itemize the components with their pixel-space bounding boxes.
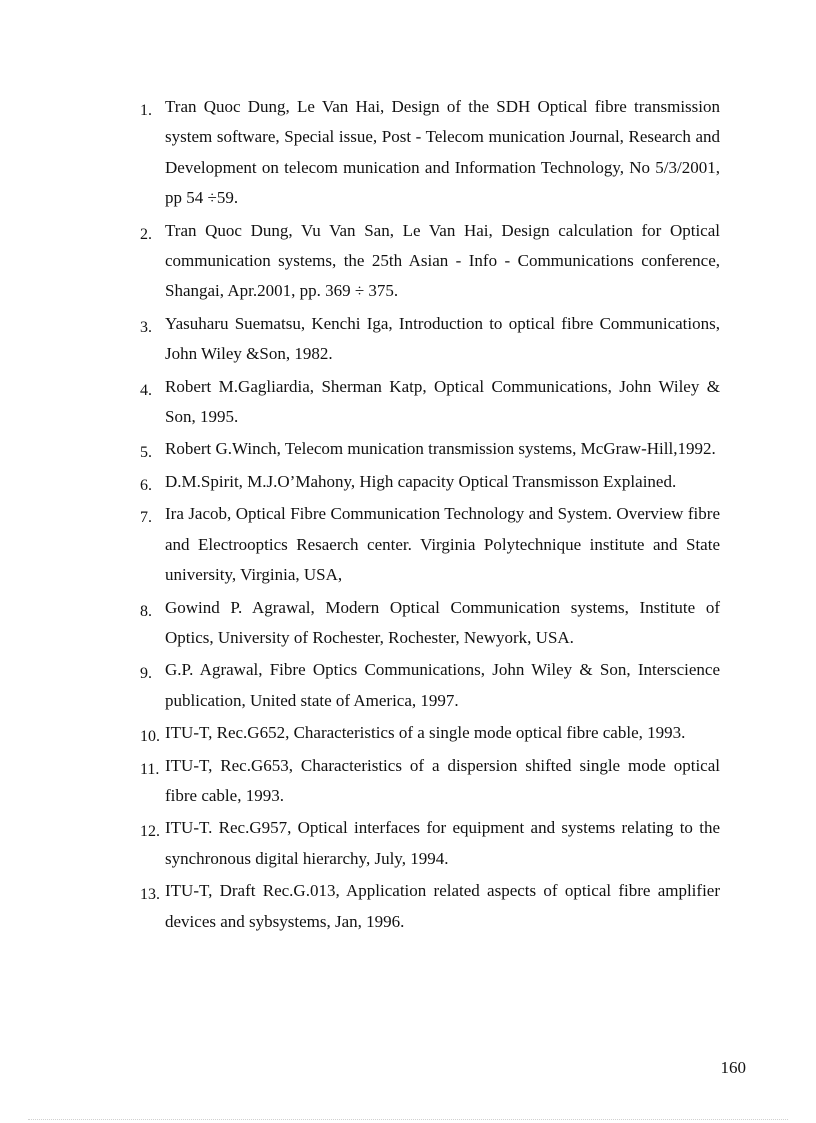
reference-item [140,309,720,370]
reference-item [140,751,720,812]
reference-number: 13. [140,886,160,904]
reference-text: Tran Quoc Dung, Vu Van San, Le Van Hai, Design calculation for Optical communication systems, the 25th Asian - Info - Communications conference, Shangai, Apr.2001, pp. 369 ÷ 375. [165,220,720,301]
reference-item [140,593,720,654]
reference-text: G.P. Agrawal, Fibre Optics Communications, John Wiley & Son, Interscience publication, United state of America, 1997. [165,660,720,710]
reference-number: 8. [140,602,152,620]
reference-number: 4. [140,381,152,399]
reference-text: Yasuharu Suematsu, Kenchi Iga, Introduction to optical fibre Communications, John Wiley &Son, 1982. [165,313,720,364]
reference-text: ITU-T. Rec.G957, Optical interfaces for equipment and systems relating to the synchronous digital hierarchy, July, 1994. [165,818,720,868]
reference-text: Gowind P. Agrawal, Modern Optical Communication systems, Institute of Optics, University of Rochester, Rochester, Newyork, USA. [165,597,720,647]
reference-item [140,876,720,937]
reference-text: Robert M.Gagliardia, Sherman Katp, Optical Communications, John Wiley & Son, 1995. [165,376,720,427]
reference-number: 6. [140,476,152,494]
reference-item [140,499,720,590]
reference-item [140,467,720,497]
reference-number: 5. [140,444,152,462]
reference-text: ITU-T, Rec.G653, Characteristics of a dispersion shifted single mode optical fibre cable, 1993. [165,755,720,805]
reference-number: 12. [140,823,160,841]
reference-item [140,813,720,874]
reference-item [140,92,720,214]
reference-text: Ira Jacob, Optical Fibre Communication Technology and System. Overview fibre and Electrooptics Resaerch center. Virginia Polytechnique institute and State university, Virginia, USA, [165,504,720,585]
reference-number: 7. [140,509,152,527]
reference-text: ITU-T, Rec.G652, Characteristics of a single mode optical fibre cable, 1993. [165,723,686,743]
reference-number: 11. [140,760,160,778]
reference-number: 3. [140,318,152,336]
reference-number: 9. [140,665,152,683]
reference-number: 2. [140,225,152,243]
footer-divider [28,1119,788,1120]
reference-item [140,718,720,748]
page-number: 160 [720,1058,746,1077]
reference-item [140,655,720,716]
reference-number: 1. [140,102,152,119]
reference-text: ITU-T, Draft Rec.G.013, Application related aspects of optical fibre amplifier devices and sybsystems, Jan, 1996. [165,881,720,931]
reference-text: Tran Quoc Dung, Le Van Hai, Design of the SDH Optical fibre transmission system software, Special issue, Post - Telecom munication Journal, Research and Development on telecom munication and Information Technology, No 5/3/2001, pp 54 ÷59. [165,97,720,208]
reference-text: D.M.Spirit, M.J.O’Mahony, High capacity Optical Transmisson Explained. [165,471,677,491]
reference-item [140,372,720,433]
reference-list [140,92,720,939]
reference-item [140,434,720,464]
reference-number: 10. [140,728,160,746]
reference-item [140,216,720,307]
reference-text: Robert G.Winch, Telecom munication transmission systems, McGraw-Hill,1992. [165,439,716,459]
